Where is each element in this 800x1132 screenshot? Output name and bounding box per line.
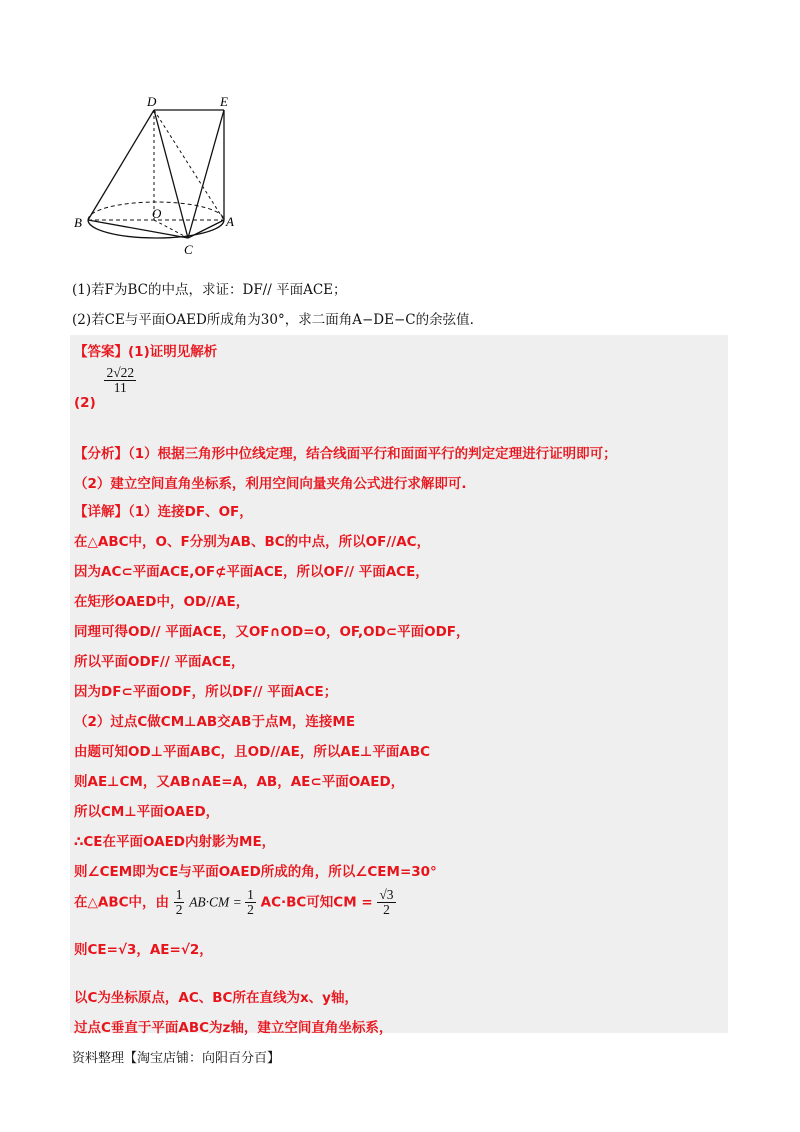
- part2-fraction: [104, 366, 136, 395]
- sqrt3-num: √3: [379, 887, 394, 902]
- half-den-1: 2: [175, 902, 183, 917]
- detail-line-7: （2）过点C做CM⊥AB交AB于点M，连接ME: [74, 714, 356, 730]
- part2-label: (2): [74, 394, 96, 411]
- edge-AC: [188, 220, 224, 238]
- label-E: E: [220, 94, 228, 109]
- half-num-1: 1: [175, 887, 183, 902]
- label-C: C: [184, 242, 193, 257]
- edge-DB: [88, 110, 154, 220]
- edge-EC: [188, 110, 224, 238]
- area-eq-left: AB·CM =: [189, 894, 246, 910]
- base-ellipse-front: [88, 220, 224, 238]
- coord-line-1: 以C为坐标原点，AC、BC所在直线为x、y轴，: [74, 990, 358, 1006]
- detail-line-10: 所以CM⊥平面OAED，: [74, 804, 220, 820]
- edge-BC: [88, 220, 188, 238]
- footer-source: 资料整理【淘宝店铺：向阳百分百】: [72, 1051, 281, 1066]
- detail-line-5: 所以平面ODF// 平面ACE，: [74, 654, 245, 670]
- label-A: A: [226, 214, 234, 229]
- detail-line-0: 【详解】（1）连接DF、OF，: [74, 504, 253, 520]
- answer-part2: [74, 365, 136, 411]
- coord-line-2: 过点C垂直于平面ABC为z轴，建立空间直角坐标系，: [74, 1020, 393, 1036]
- part2-denominator: 11: [113, 380, 127, 395]
- half-fraction-1: [174, 888, 185, 917]
- geometry-figure: [70, 88, 260, 263]
- detail-line-6: 因为DF⊂平面ODF，所以DF// 平面ACE；: [74, 684, 338, 700]
- edge-DA: [154, 110, 224, 220]
- label-O: O: [152, 206, 162, 221]
- detail-line-9: 则AE⊥CM，又AB∩AE=A，AB，AE⊂平面OAED，: [74, 774, 405, 790]
- area-prefix: 在△ABC中，由: [74, 894, 170, 911]
- question-2: (2)若CE与平面OAED所成角为30°，求二面角A−DE−C的余弦值.: [72, 312, 474, 328]
- label-D: D: [147, 94, 157, 109]
- half-fraction-2: [245, 888, 256, 917]
- detail-line-3: 在矩形OAED中，OD//AE，: [74, 594, 250, 610]
- detail-line-8: 由题可知OD⊥平面ABC，且OD//AE，所以AE⊥平面ABC: [74, 744, 431, 760]
- detail-line-4: 同理可得OD// 平面ACE，又OF∩OD=O，OF,OD⊂平面ODF，: [74, 624, 470, 640]
- answer-title: 【答案】(1)证明见解析: [74, 344, 218, 360]
- detail-line-11: ∴CE在平面OAED内射影为ME，: [74, 834, 276, 850]
- sqrt3-over-2: [377, 888, 395, 917]
- detail-line-12: 则∠CEM即为CE与平面OAED所成的角，所以∠CEM=30°: [74, 864, 437, 880]
- half-num-2: 1: [247, 887, 254, 902]
- label-B: B: [74, 215, 82, 230]
- sqrt3-den: 2: [383, 902, 390, 917]
- part2-numerator: 2√22: [106, 365, 135, 380]
- analysis-line-2: （2）建立空间直角坐标系，利用空间向量夹角公式进行求解即可.: [74, 476, 467, 492]
- analysis-line-1: 【分析】（1）根据三角形中位线定理，结合线面平行和面面平行的判定定理进行证明即可；: [74, 446, 617, 462]
- question-1: (1)若F为BC的中点，求证：DF// 平面ACE；: [72, 282, 347, 298]
- detail-line-2: 因为AC⊂平面ACE,OF⊄平面ACE，所以OF// 平面ACE，: [74, 564, 429, 580]
- area-eq-right: AC·BC可知CM =: [260, 894, 378, 911]
- detail-line-1: 在△ABC中，O、F分别为AB、BC的中点，所以OF//AC，: [74, 534, 431, 550]
- area-equation-line: [74, 888, 396, 917]
- half-den-2: 2: [247, 902, 254, 917]
- ce-ae-line: 则CE=√3，AE=√2，: [74, 942, 213, 958]
